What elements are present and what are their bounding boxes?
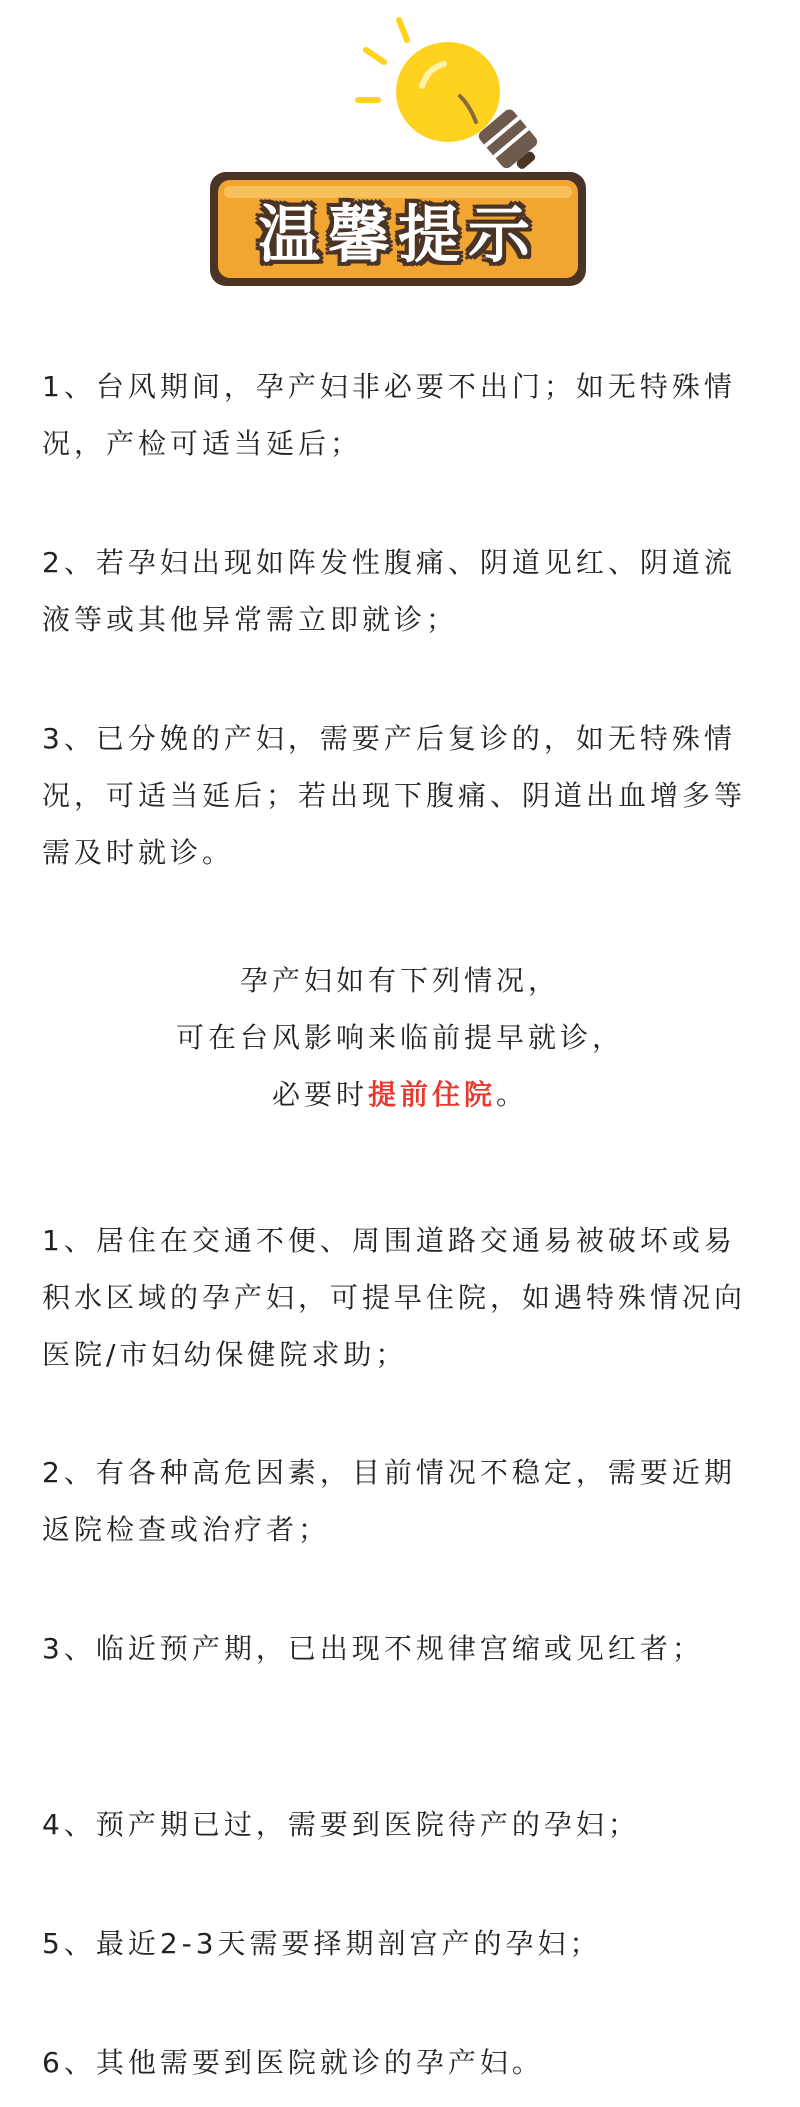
tip-item-3: 3、已分娩的产妇，需要产后复诊的，如无特殊情况，可适当延后；若出现下腹痛、阴道出血增多等需及时就诊。: [42, 722, 747, 869]
notice-highlight-text: 提前住院: [367, 1078, 496, 1111]
notice-line-3: [0, 1066, 800, 1123]
notice-line-3-suffix: 。: [496, 1078, 529, 1111]
condition-item-1: 1、居住在交通不便、周围道路交通易被破坏或易积水区域的孕产妇，可提早住院，如遇特殊情况向医院/市妇幼保健院求助；: [42, 1224, 747, 1371]
banner-title: 温馨提示: [257, 197, 538, 271]
notice-line-1: 孕产妇如有下列情况，: [239, 964, 560, 997]
condition-item-5: 5、最近2-3天需要择期剖宫产的孕妇；: [42, 1927, 602, 1960]
condition-item-6: 6、其他需要到医院就诊的孕产妇。: [42, 2046, 544, 2079]
tip-item-2: 2、若孕妇出现如阵发性腹痛、阴道见红、阴道流液等或其他异常需立即就诊；: [42, 546, 736, 636]
condition-item-4: 4、预产期已过，需要到医院待产的孕妇；: [42, 1808, 640, 1841]
warm-tips-banner: [0, 0, 800, 300]
condition-item-3: 3、临近预产期，已出现不规律宫缩或见红者；: [42, 1632, 704, 1665]
condition-item-2: 2、有各种高危因素，目前情况不稳定，需要近期返院检查或治疗者；: [42, 1456, 736, 1546]
notice-line-2: 可在台风影响来临前提早就诊，: [175, 1021, 624, 1054]
notice-line-3-prefix: 必要时: [271, 1078, 368, 1111]
tip-item-1: 1、台风期间，孕产妇非必要不出门；如无特殊情况，产检可适当延后；: [42, 370, 736, 460]
